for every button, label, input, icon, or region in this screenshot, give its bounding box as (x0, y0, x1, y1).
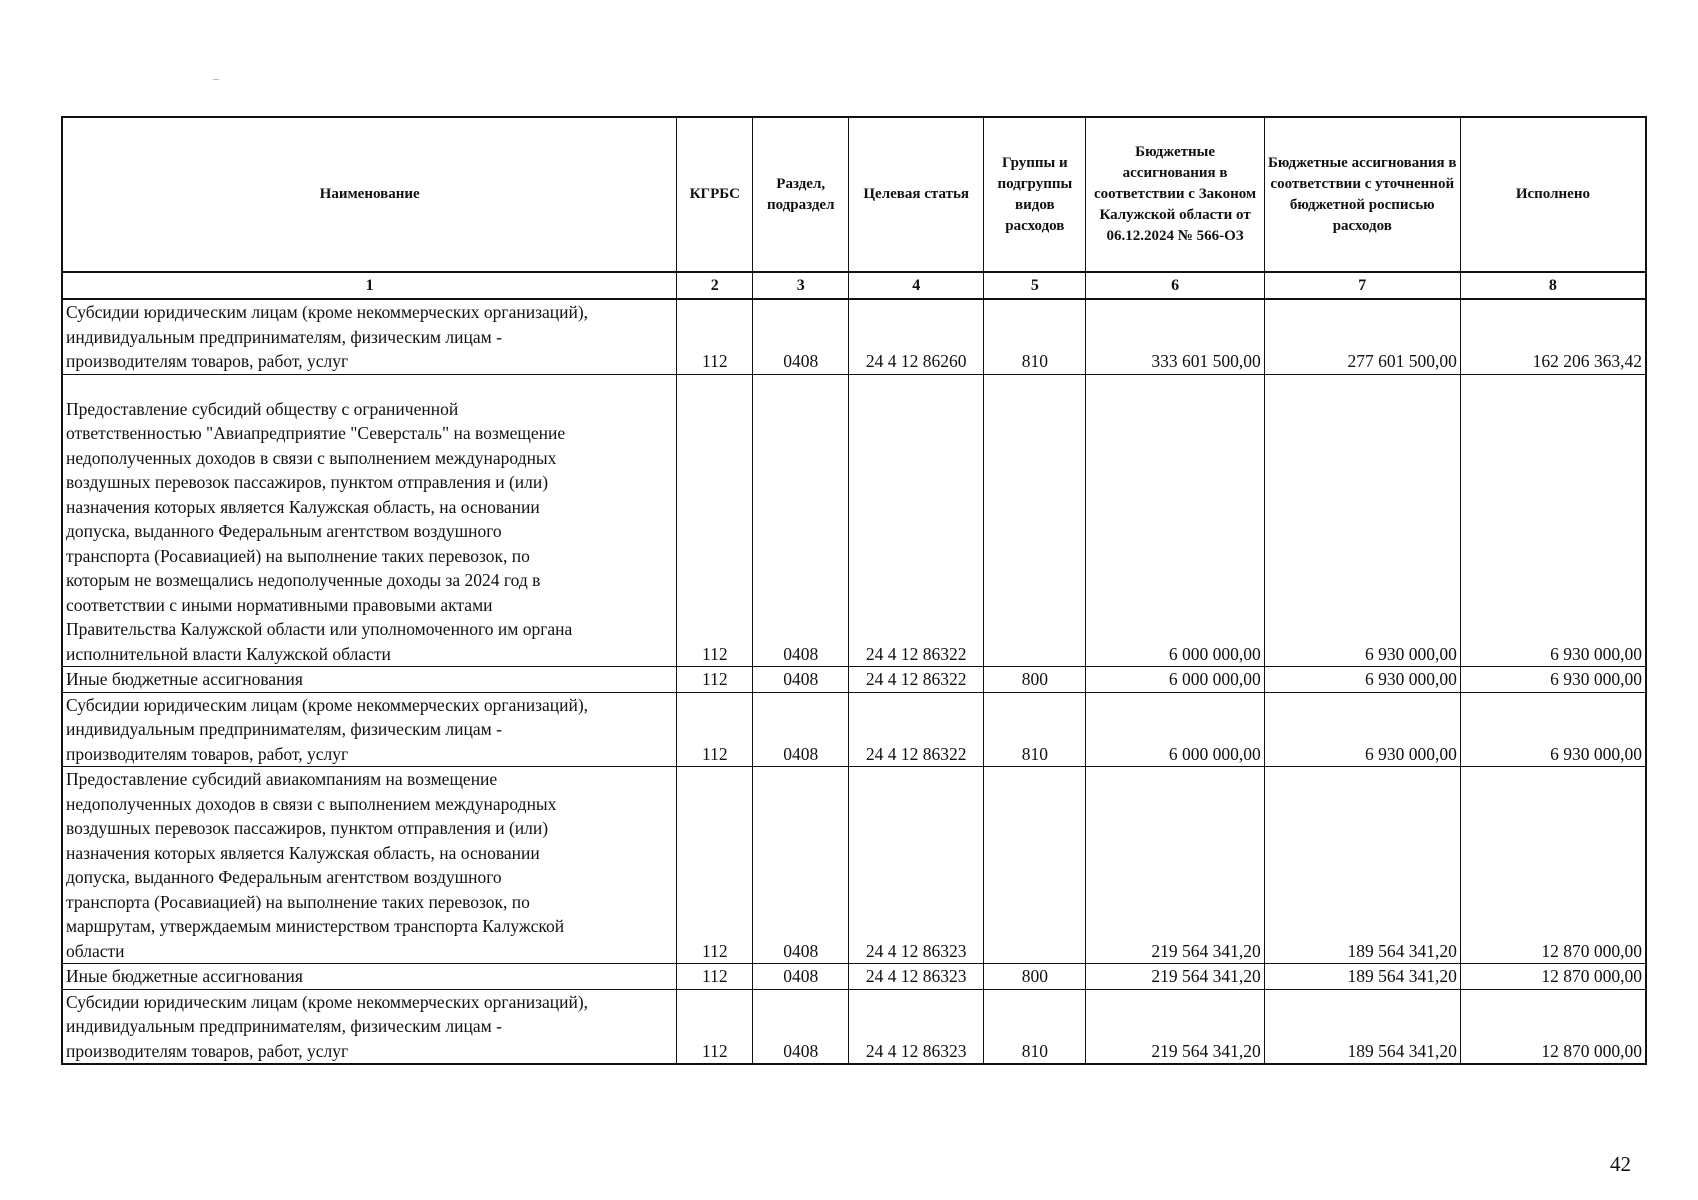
row-name: Иные бюджетные ассигнования (62, 964, 677, 990)
row-section: 0408 (753, 667, 849, 693)
header-section: Раздел, подраздел (753, 117, 849, 272)
page-number: 42 (1610, 1152, 1631, 1176)
budget-table (61, 116, 1647, 1065)
row-law: 219 564 341,20 (1086, 989, 1264, 1064)
row-name: Предоставление субсидий обществу с ограниченной ответственностью "Авиапредприятие "Северсталь" на возмещение недополученных доходов в связи с выполнением международных воздушных перевозок пассажиров, пунктом отправления и (или) назначения которых является Калужская область, на основании допуска, выданного Федеральным агентством воздушного транспорта (Росавиацией) на выполнение таких перевозок, по которым не возмещались недополученные доходы за 2024 год в соответствии с иными нормативными правовыми актами Правительства Калужской области или уполномоченного им органа исполнительной власти Калужской области (62, 374, 677, 667)
row-executed: 6 930 000,00 (1460, 374, 1646, 667)
row-executed: 6 930 000,00 (1460, 667, 1646, 693)
table-row (62, 374, 1646, 667)
table-row (62, 299, 1646, 374)
row-group: 810 (984, 989, 1086, 1064)
table-row (62, 964, 1646, 990)
header-row (62, 117, 1646, 272)
row-target: 24 4 12 86323 (849, 767, 984, 964)
row-section: 0408 (753, 989, 849, 1064)
row-kgrbs: 112 (677, 667, 753, 693)
row-target: 24 4 12 86322 (849, 692, 984, 767)
row-law: 6 000 000,00 (1086, 667, 1264, 693)
row-executed: 12 870 000,00 (1460, 964, 1646, 990)
row-kgrbs: 112 (677, 989, 753, 1064)
row-refined: 277 601 500,00 (1264, 299, 1460, 374)
row-kgrbs: 112 (677, 964, 753, 990)
row-group: 800 (984, 667, 1086, 693)
row-kgrbs: 112 (677, 692, 753, 767)
row-refined: 189 564 341,20 (1264, 989, 1460, 1064)
column-number: 5 (984, 272, 1086, 299)
row-group (984, 767, 1086, 964)
row-refined: 6 930 000,00 (1264, 374, 1460, 667)
row-group: 810 (984, 692, 1086, 767)
row-section: 0408 (753, 299, 849, 374)
row-kgrbs: 112 (677, 299, 753, 374)
row-refined: 189 564 341,20 (1264, 767, 1460, 964)
row-target: 24 4 12 86323 (849, 964, 984, 990)
header-target: Целевая статья (849, 117, 984, 272)
row-refined: 6 930 000,00 (1264, 692, 1460, 767)
row-kgrbs: 112 (677, 767, 753, 964)
row-kgrbs: 112 (677, 374, 753, 667)
header-kgrbs: КГРБС (677, 117, 753, 272)
row-name: Субсидии юридическим лицам (кроме некоммерческих организаций), индивидуальным предпринимателям, физическим лицам - производителям товаров, работ, услуг (62, 989, 677, 1064)
row-section: 0408 (753, 692, 849, 767)
table-row (62, 692, 1646, 767)
table-row (62, 989, 1646, 1064)
column-number-row (62, 272, 1646, 299)
column-number: 4 (849, 272, 984, 299)
row-target: 24 4 12 86322 (849, 374, 984, 667)
column-number: 6 (1086, 272, 1264, 299)
row-name: Иные бюджетные ассигнования (62, 667, 677, 693)
header-refined: Бюджетные ассигнования в соответствии с уточненной бюджетной росписью расходов (1264, 117, 1460, 272)
column-number: 2 (677, 272, 753, 299)
row-law: 333 601 500,00 (1086, 299, 1264, 374)
row-law: 6 000 000,00 (1086, 692, 1264, 767)
table-row (62, 767, 1646, 964)
row-group: 800 (984, 964, 1086, 990)
column-number: 7 (1264, 272, 1460, 299)
header-name: Наименование (62, 117, 677, 272)
row-section: 0408 (753, 964, 849, 990)
header-law: Бюджетные ассигнования в соответствии с Законом Калужской области от 06.12.2024 № 566-ОЗ (1086, 117, 1264, 272)
scan-mark (213, 79, 219, 80)
row-target: 24 4 12 86323 (849, 989, 984, 1064)
row-refined: 6 930 000,00 (1264, 667, 1460, 693)
row-group (984, 374, 1086, 667)
row-name: Предоставление субсидий авиакомпаниям на возмещение недополученных доходов в связи с выполнением международных воздушных перевозок пассажиров, пунктом отправления и (или) назначения которых является Калужская область, на основании допуска, выданного Федеральным агентством воздушного транспорта (Росавиацией) на выполнение таких перевозок, по маршрутам, утверждаемым министерством транспорта Калужской области (62, 767, 677, 964)
row-refined: 189 564 341,20 (1264, 964, 1460, 990)
column-number: 8 (1460, 272, 1646, 299)
column-number: 3 (753, 272, 849, 299)
row-target: 24 4 12 86260 (849, 299, 984, 374)
row-section: 0408 (753, 374, 849, 667)
row-executed: 12 870 000,00 (1460, 989, 1646, 1064)
row-executed: 6 930 000,00 (1460, 692, 1646, 767)
header-executed: Исполнено (1460, 117, 1646, 272)
row-law: 6 000 000,00 (1086, 374, 1264, 667)
row-law: 219 564 341,20 (1086, 964, 1264, 990)
row-executed: 162 206 363,42 (1460, 299, 1646, 374)
table-row (62, 667, 1646, 693)
header-groups: Группы и подгруппы видов расходов (984, 117, 1086, 272)
row-group: 810 (984, 299, 1086, 374)
row-name: Субсидии юридическим лицам (кроме некоммерческих организаций), индивидуальным предпринимателям, физическим лицам - производителям товаров, работ, услуг (62, 692, 677, 767)
row-name: Субсидии юридическим лицам (кроме некоммерческих организаций), индивидуальным предпринимателям, физическим лицам - производителям товаров, работ, услуг (62, 299, 677, 374)
row-target: 24 4 12 86322 (849, 667, 984, 693)
column-number: 1 (62, 272, 677, 299)
row-law: 219 564 341,20 (1086, 767, 1264, 964)
row-executed: 12 870 000,00 (1460, 767, 1646, 964)
row-section: 0408 (753, 767, 849, 964)
